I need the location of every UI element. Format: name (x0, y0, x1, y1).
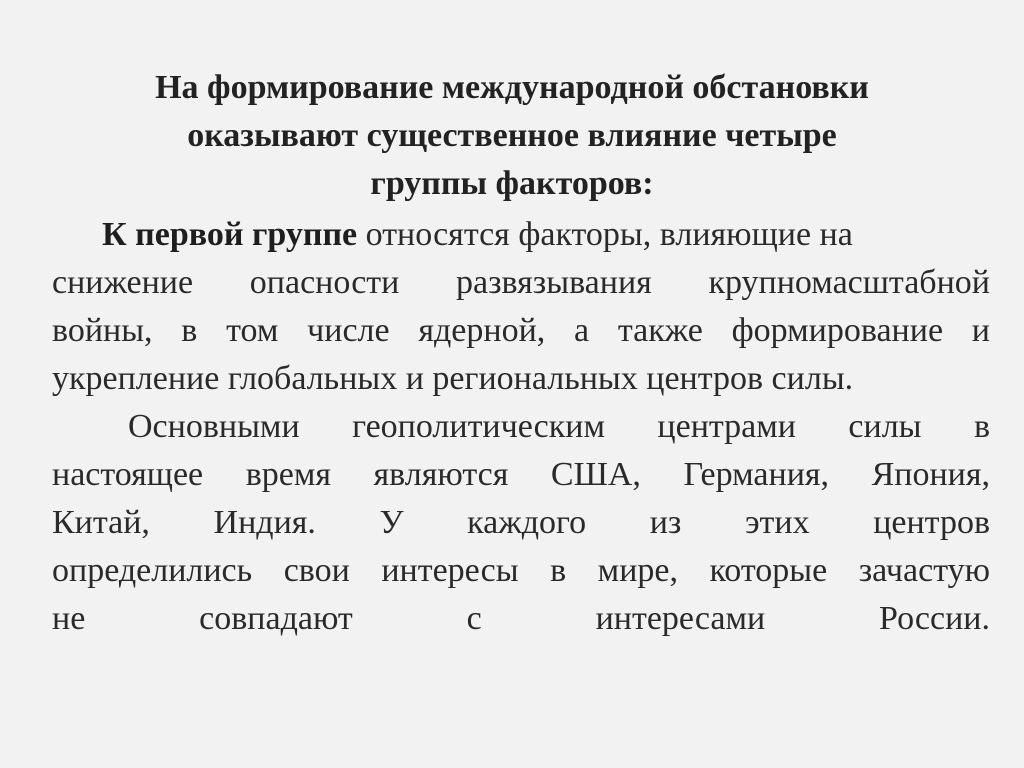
title-line-3: группы факторов: (370, 165, 654, 202)
paragraph1-line-2: снижение опасности развязывания крупномасштабной (52, 264, 990, 301)
paragraph1-lead-bold: К первой группе (102, 216, 358, 253)
paragraph2-line-3: Китай, Индия. У каждого из этих центров (52, 504, 990, 541)
slide-title (60, 64, 964, 208)
paragraph2-line-5: не совпадают с интересами России. (52, 600, 990, 637)
paragraph2-line-1: Основными геополитическим центрами силы в (128, 408, 990, 445)
paragraph1-line-1 (52, 211, 990, 259)
paragraph1-line-3: войны, в том числе ядерной, а также формирование и (52, 312, 990, 349)
title-line-2: оказывают существенное влияние четыре (187, 117, 837, 154)
paragraph1-line-1-rest: относятся факторы, влияющие на (357, 216, 853, 253)
title-line-1: На формирование международной обстановки (155, 69, 869, 106)
paragraph2-line-4: определились свои интересы в мире, которые зачастую (52, 552, 990, 589)
paragraph1-line-4: укрепление глобальных и региональных центров силы. (52, 360, 854, 397)
paragraph2-line-2: настоящее время являются США, Германия, Япония, (52, 456, 990, 493)
slide-body (52, 211, 990, 643)
paragraph-first-group (52, 211, 990, 403)
paragraph-power-centers (52, 403, 990, 643)
